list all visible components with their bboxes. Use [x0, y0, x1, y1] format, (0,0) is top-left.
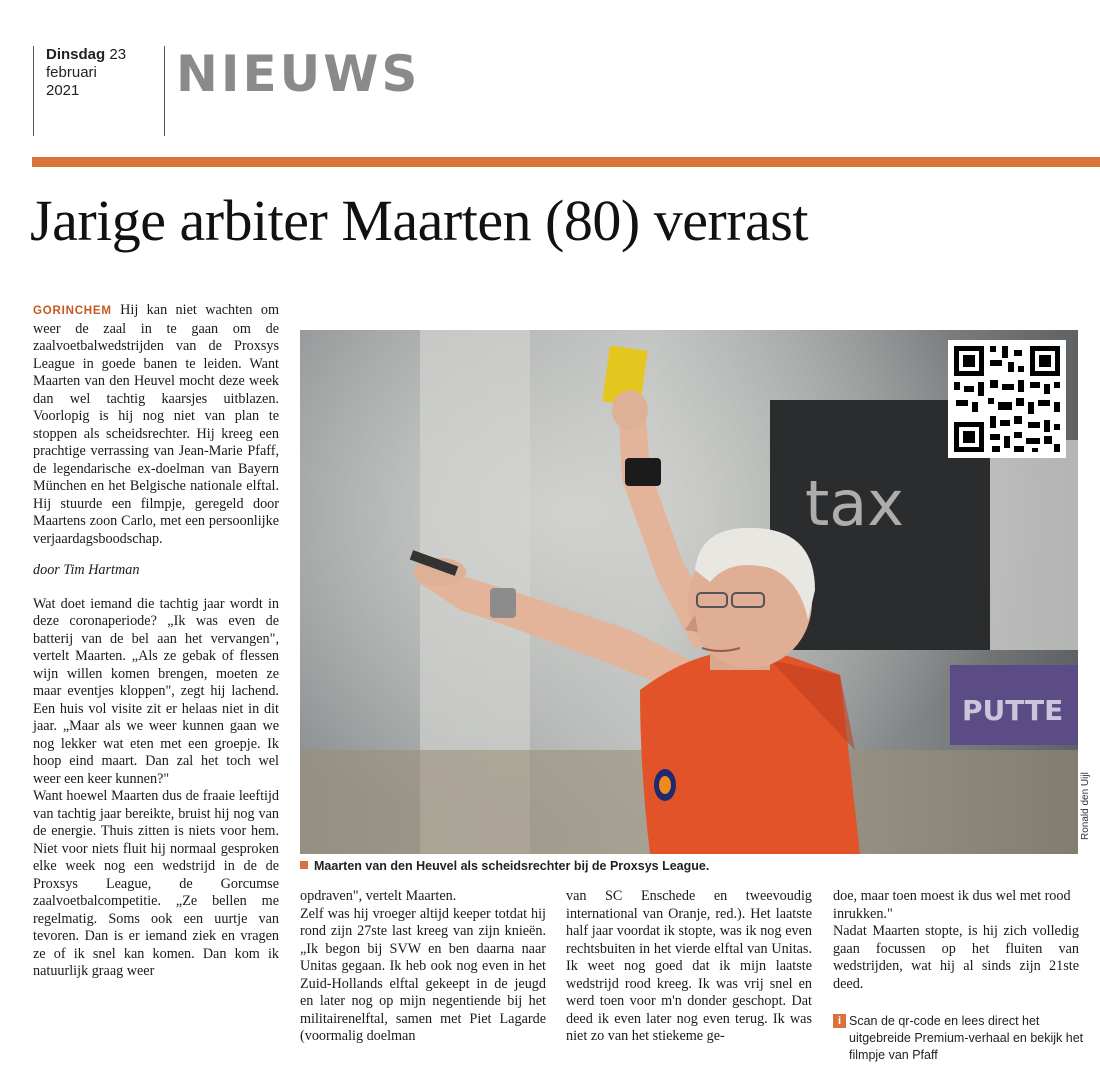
issue-date: [46, 46, 126, 100]
lead-text: Hij kan niet wachten om weer de zaal in te gaan om de zaalvoetbalwedstrijden van de Proxsys League in goede banen te leiden. Want Maarten van den Heuvel mocht deze week dan wel tachtig kaarsjes uitblazen. Voorlopig is hij nog niet van plan te stoppen als scheidsrechter. Hij kreeg een prachtige verrassing van Jean-Marie Pfaff, de legendarische ex-doelman van Bayern München en het Belgische nationale elftal. Hij stuurde een filmpje, geregeld door Maartens zoon Carlo, met een persoonlijke verjaardagsboodschap.: [33, 302, 279, 547]
byline: door Tim Hartman: [33, 562, 140, 578]
lead-paragraph: [33, 302, 279, 548]
photo-caption-text: Maarten van den Heuvel als scheidsrechter bij de Proxsys League.: [314, 859, 710, 873]
article-column-2: [300, 888, 546, 1046]
body-paragraph: Zelf was hij vroeger altijd keeper totdat hij rond zijn 27ste last kreeg van zijn knieën. „Ik begon bij SVW en ben daarna naar Unitas gegaan. Ik heb ook nog even in het Zuid-Hollands elftal gekeept in de jeugd en later nog op mijn negentiende bij het militairenelftal, samen met Piet Lagarde (voormalig doelman: [300, 905, 546, 1044]
article-photo: [300, 330, 1078, 854]
article-column-3: [566, 888, 812, 1046]
body-paragraph: Want hoewel Maarten dus de fraaie leeftijd van tachtig jaar bereikte, bruist hij nog van de energie. Thuis zitten is niets voor hem. Niet voor niets fluit hij normaal gesproken elke week nog een wedstrijd in de de Proxsys League, de Gorcumse zaalvoetbalcompetitie. „Ze bellen me regelmatig. Soms ook een uurtje van tevoren. Dan is er iemand ziek en vragen ze of ik snel kan komen. Dan kom ik natuurlijk graag weer: [33, 788, 279, 979]
header-divider-left: [33, 46, 34, 136]
header-rule: [32, 157, 1100, 167]
caption-square-icon: [300, 861, 308, 869]
photo-credit: Ronald den Uijl: [1080, 772, 1091, 840]
body-paragraph: van SC Enschede en tweevoudig international van Oranje, red.). Het laatste half jaar voordat ik stopte, was ik nog even rechtsbuiten in het vierde elftal van Unitas. Ik weet nog goed dat ik mijn laatste wedstrijd rood kreeg. Ik was vrij snel en werd toen voor m'n donder geschopt. Dat deed ik even later nog even terug. Ik was niet zo van het stiekeme ge-: [566, 888, 812, 1044]
sign-text: tax: [805, 467, 904, 540]
article-column-4: [833, 888, 1079, 993]
date-day-of-week: Dinsdag: [46, 46, 106, 63]
info-icon: i: [833, 1014, 846, 1028]
article-column-1: [33, 302, 279, 981]
date-month: februari: [46, 64, 97, 81]
qr-code-note: [833, 1013, 1093, 1064]
section-title: NIEUWS: [176, 45, 421, 103]
body-paragraph: Nadat Maarten stopte, is hij zich volledig gaan focussen op het fluiten van wedstrijden, wat hij al sinds zijn 21ste deed.: [833, 923, 1079, 992]
headline: Jarige arbiter Maarten (80) verrast: [30, 188, 808, 253]
body-paragraph: Wat doet iemand die tachtig jaar wordt in deze coronaperiode? „Ik was even de batterij van de bel aan het vervangen", vertelt Maarten. „Als ze gebak of flessen wijn willen komen brengen, moeten ze maar eventjes kloppen", zegt hij lachend. Een huis vol visite zit er helaas niet in dit jaar. „Maar als we weer kunnen gaan we nog lekker wat eten met een groepje. Ik hoop eind maart. Dan zal het toch wel weer een keer kunnen?": [33, 595, 279, 787]
date-day: 23: [109, 46, 127, 63]
photo-caption: [300, 859, 709, 873]
qr-code-icon: [948, 340, 1066, 458]
header-divider-right: [164, 46, 165, 136]
date-year: 2021: [46, 82, 80, 99]
body-paragraph: opdraven", vertelt Maarten.: [300, 888, 457, 904]
banner-text: PUTTE: [962, 694, 1064, 727]
dateline: GORINCHEM: [33, 305, 112, 317]
referee-photo-illustration: [300, 330, 1078, 854]
body-paragraph: doe, maar toen moest ik dus wel met rood inrukken.": [833, 888, 1071, 922]
qr-note-text: Scan de qr-code en lees direct het uitgebreide Premium-verhaal en bekijk het filmpje van Pfaff: [849, 1014, 1084, 1062]
